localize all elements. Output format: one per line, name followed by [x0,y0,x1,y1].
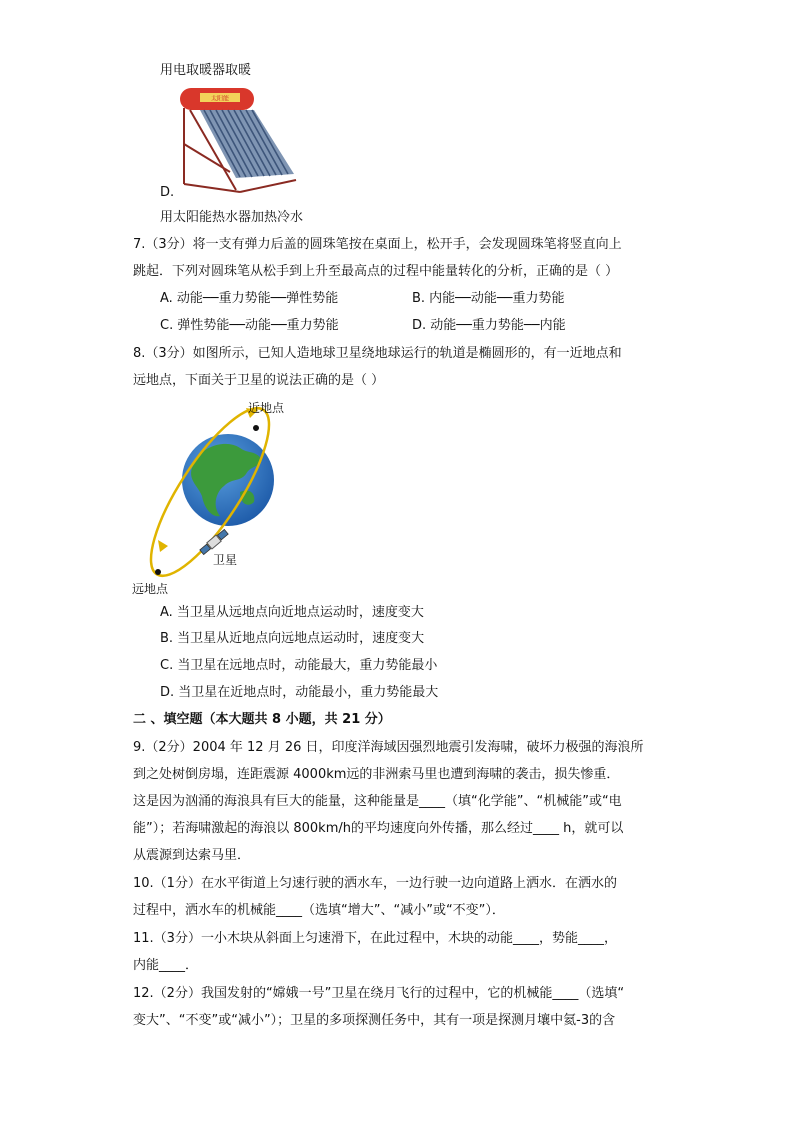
perigee-point [253,425,259,431]
q7-option-d: D. 动能──重力势能──内能 [412,318,566,333]
q9-line5: 从震源到达索马里． [133,848,251,863]
q8-option-d: D. 当卫星在近地点时，动能最小，重力势能最大 [160,685,439,700]
q8-stem-line1: 8.（3分）如图所示，已知人造地球卫星绕地球运行的轨道是椭圆形的，有一近地点和 [133,346,622,361]
svg-text:太阳能: 太阳能 [210,95,230,103]
perigee-label: 近地点 [248,401,285,415]
q9-line2: 到之处树倒房塌，连距震源 4000km远的非洲索马里也遭到海啸的袭击，损失惨重． [133,767,620,782]
q9-line3: 这是因为汹涌的海浪具有巨大的能量，这种能量是____（填“化学能”、“机械能”或“电 [133,794,622,809]
q11-line2: 内能____． [133,958,199,973]
q11-line1: 11.（3分）一小木块从斜面上匀速滑下，在此过程中，木块的动能____，势能____， [133,931,617,946]
satellite-label: 卫星 [213,553,238,567]
q7-option-b: B. 内能──动能──重力势能 [412,291,565,306]
q8-option-a: A. 当卫星从远地点向近地点运动时，速度变大 [160,605,424,620]
q7-stem-line2: 跳起．下列对圆珠笔从松手到上升至最高点的过程中能量转化的分析，正确的是（ ） [133,264,619,279]
option-d-prev-text: 用太阳能热水器加热冷水 [160,210,304,225]
q10-line1: 10.（1分）在水平街道上匀速行驶的洒水车，一边行驶一边向道路上洒水．在洒水的 [133,876,617,891]
q7-option-a: A. 动能──重力势能──弹性势能 [160,291,339,306]
q8-option-b: B. 当卫星从近地点向远地点运动时，速度变大 [160,631,425,646]
apogee-point [155,569,161,575]
q12-line2: 变大”、“不变”或“减小”）；卫星的多项探测任务中，其有一项是探测月壤中氦-3的含 [133,1013,616,1028]
section-2-title: 二 、填空题（本大题共 8 小题，共 21 分） [133,712,391,727]
q8-stem-line2: 远地点，下面关于卫星的说法正确的是（ ） [133,373,385,388]
q7-option-c: C. 弹性势能──动能──重力势能 [160,318,339,333]
satellite-orbit-figure [128,396,298,602]
option-d-prev-letter: D. [160,185,175,200]
q12-line1: 12.（2分）我国发射的“嫦娥一号”卫星在绕月飞行的过程中，它的机械能____（选填“ [133,986,625,1001]
q7-stem-line1: 7.（3分）将一支有弹力后盖的圆珠笔按在桌面上，松开手，会发现圆珠笔将竖直向上 [133,237,622,252]
q9-line1: 9.（2分）2004 年 12 月 26 日，印度洋海域因强烈地震引发海啸，破坏力极强的海浪所 [133,740,644,755]
solar-water-heater-image [170,84,300,196]
option-c-prev-text: 用电取暖器取暖 [160,63,252,78]
q8-option-c: C. 当卫星在远地点时，动能最大，重力势能最小 [160,658,438,673]
q10-line2: 过程中，洒水车的机械能____（选填“增大”、“减小”或“不变”）． [133,903,505,918]
apogee-label: 远地点 [132,582,169,596]
orbit-arrow-bottom [158,540,168,552]
q9-line4: 能”）；若海啸激起的海浪以 800km/h的平均速度向外传播，那么经过____ h，就可以 [133,821,624,836]
